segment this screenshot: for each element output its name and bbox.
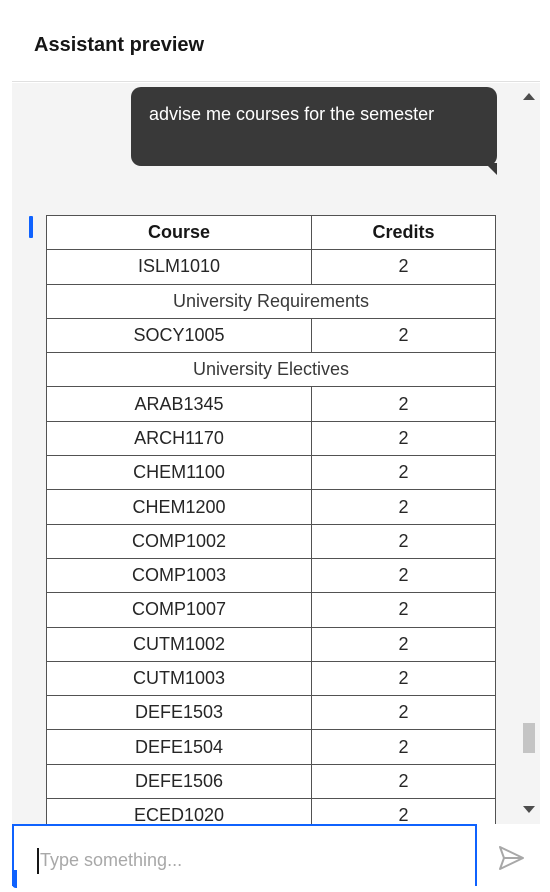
table-row	[47, 387, 496, 421]
table-row	[47, 661, 496, 695]
table-row	[47, 799, 496, 824]
course-credits: 2	[312, 456, 496, 490]
course-code: DEFE1504	[47, 730, 312, 764]
table-row	[47, 764, 496, 798]
course-code: ARCH1170	[47, 421, 312, 455]
course-code: CUTM1002	[47, 627, 312, 661]
table-row	[47, 627, 496, 661]
course-code: ECED1020	[47, 799, 312, 824]
courses-table	[46, 215, 496, 824]
panel-header	[12, 10, 540, 82]
table-row	[47, 456, 496, 490]
text-cursor	[37, 848, 39, 874]
course-credits: 2	[312, 250, 496, 284]
course-code: CHEM1100	[47, 456, 312, 490]
course-code: COMP1007	[47, 593, 312, 627]
course-credits: 2	[312, 490, 496, 524]
send-icon	[495, 842, 527, 874]
chevron-up-icon[interactable]	[523, 93, 535, 100]
course-code: SOCY1005	[47, 318, 312, 352]
table-row	[47, 421, 496, 455]
scrollbar-thumb[interactable]	[523, 723, 535, 753]
course-credits: 2	[312, 764, 496, 798]
message-composer	[12, 824, 540, 886]
course-code: DEFE1503	[47, 696, 312, 730]
bubble-tail	[485, 163, 497, 175]
table-row	[47, 490, 496, 524]
course-credits: 2	[312, 421, 496, 455]
course-code: DEFE1506	[47, 764, 312, 798]
section-row	[47, 353, 496, 387]
table-row	[47, 696, 496, 730]
section-heading: University Requirements	[47, 284, 496, 318]
course-credits: 2	[312, 696, 496, 730]
course-code: CUTM1003	[47, 661, 312, 695]
chevron-down-icon[interactable]	[523, 806, 535, 813]
course-code: COMP1003	[47, 558, 312, 592]
chat-transcript[interactable]	[12, 83, 518, 824]
table-row	[47, 730, 496, 764]
input-container	[12, 824, 477, 886]
course-credits: 2	[312, 593, 496, 627]
column-header-course: Course	[47, 216, 312, 250]
table-row	[47, 558, 496, 592]
chat-scrollbar[interactable]	[518, 83, 540, 824]
course-credits: 2	[312, 661, 496, 695]
message-focus-indicator	[29, 216, 33, 238]
panel-title: Assistant preview	[34, 34, 205, 56]
course-credits: 2	[312, 387, 496, 421]
section-heading: University Electives	[47, 353, 496, 387]
section-row	[47, 284, 496, 318]
input-focus-corner	[12, 870, 17, 888]
table-header-row	[47, 216, 496, 250]
course-credits: 2	[312, 730, 496, 764]
course-credits: 2	[312, 558, 496, 592]
table-row	[47, 593, 496, 627]
course-credits: 2	[312, 318, 496, 352]
course-code: ARAB1345	[47, 387, 312, 421]
table-row	[47, 318, 496, 352]
column-header-credits: Credits	[312, 216, 496, 250]
course-credits: 2	[312, 627, 496, 661]
send-button[interactable]	[495, 842, 527, 874]
course-credits: 2	[312, 524, 496, 558]
user-message-bubble: advise me courses for the semester	[131, 87, 497, 166]
table-row	[47, 524, 496, 558]
course-code: ISLM1010	[47, 250, 312, 284]
table-row	[47, 250, 496, 284]
course-code: COMP1002	[47, 524, 312, 558]
course-credits: 2	[312, 799, 496, 824]
message-input[interactable]	[40, 844, 460, 876]
course-code: CHEM1200	[47, 490, 312, 524]
